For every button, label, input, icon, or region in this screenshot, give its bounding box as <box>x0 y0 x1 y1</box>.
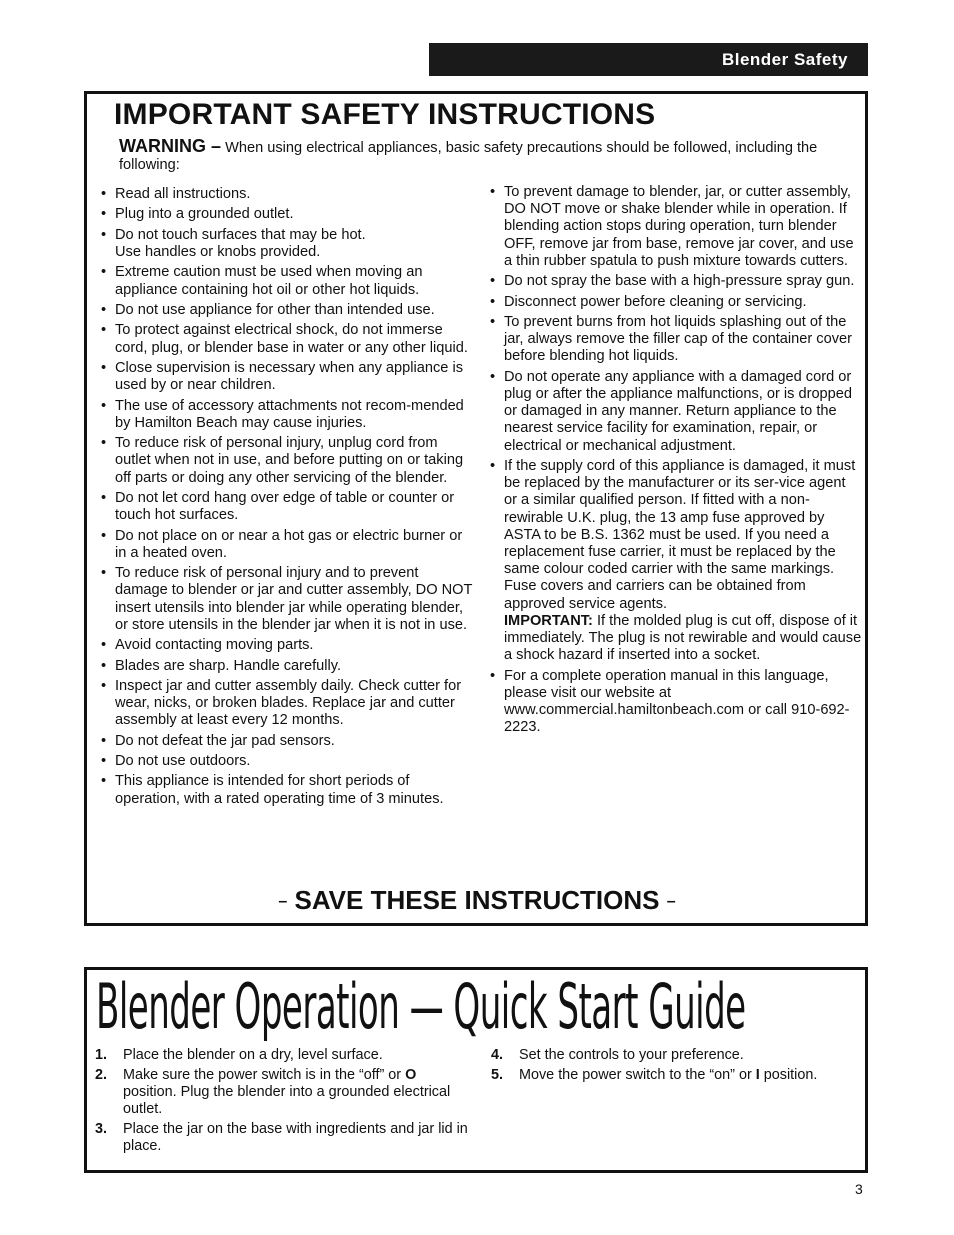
list-item: • The use of accessory attachments not recom-mended by Hamilton Beach may cause injuries. <box>101 398 473 432</box>
step-item: 2. Make sure the power switch is in the “off” or O position. Plug the blender into a grounded electrical outlet. <box>95 1067 451 1117</box>
warning-label: WARNING – <box>119 136 222 156</box>
step-text: Place the jar on the base with ingredients and jar lid in place. <box>123 1121 468 1154</box>
list-item: • Disconnect power before cleaning or servicing. <box>490 294 862 311</box>
step-item <box>95 1047 470 1064</box>
list-item: • Blades are sharp. Handle carefully. <box>101 658 473 675</box>
list-item: • Close supervision is necessary when any appliance is used by or near children. <box>101 360 473 394</box>
safety-list-left <box>101 186 473 811</box>
step-number: 4. <box>491 1047 504 1063</box>
list-item: • Do not use appliance for other than intended use. <box>101 302 473 319</box>
save-instructions-banner <box>0 885 954 916</box>
step-text: Set the controls to your preference. <box>519 1047 744 1063</box>
save-instructions-text: SAVE THESE INSTRUCTIONS <box>294 885 660 915</box>
safety-list-right <box>490 184 862 740</box>
list-item: • Inspect jar and cutter assembly daily. Check cutter for wear, nicks, or broken blades. Replace jar and cutter assembly at least every 12 months. <box>101 678 473 730</box>
list-item: • To prevent damage to blender, jar, or cutter assembly, DO NOT move or shake blender while in operation. If blending action stops during operation, turn blender OFF, remove jar from base, remove jar cover, and use a thin rubber spatula to push mixture towards cutters. <box>490 184 862 270</box>
step-number: 1. <box>95 1047 108 1063</box>
step-number: 5. <box>491 1067 504 1083</box>
list-item: • Do not let cord hang over edge of table or counter or touch hot surfaces. <box>101 490 473 524</box>
save-dash-right: – <box>666 893 676 911</box>
section-tab-label: Blender Safety <box>721 49 848 69</box>
list-item: • Avoid contacting moving parts. <box>101 637 473 654</box>
list-item: • If the supply cord of this appliance is damaged, it must be replaced by the manufacturer or its ser-vice agent or a similar qualified person. If fitted with a non-rewirable U.K. plug, the 13 amp fuse approved by ASTA to be B.S. 1362 must be used. If you need a replacement fuse carrier, it must be replaced by the same colour coded carrier with the same markings. Fuse covers and carriers can be obtained from approved service agents. IMPORTANT: If the molded plug is cut off, dispose of it immediately. The plug is not rewirable and would cause a shock hazard if inserted into a socket. <box>490 458 862 664</box>
list-item: • To reduce risk of personal injury, unplug cord from outlet when not in use, and before putting on or taking off parts or doing any other servicing of the blender. <box>101 435 473 487</box>
list-item: • Read all instructions. <box>101 186 473 203</box>
important-text: If the molded plug is cut off, dispose of it immediately. The plug is not rewirable and would cause a shock hazard if inserted into a socket. <box>504 612 862 664</box>
warning-text: When using electrical appliances, basic safety precautions should be followed, including the following: <box>119 140 818 173</box>
steps-right <box>491 1047 861 1087</box>
steps-left <box>95 1047 470 1158</box>
list-item: • Plug into a grounded outlet. <box>101 206 473 223</box>
save-dash-left: – <box>278 893 288 911</box>
step-item <box>95 1121 470 1155</box>
list-item: • To protect against electrical shock, do not immerse cord, plug, or blender base in water or any other liquid. <box>101 322 473 356</box>
list-item: • This appliance is intended for short periods of operation, with a rated operating time of 3 minutes. <box>101 773 473 807</box>
list-item: • Do not place on or near a hot gas or electric burner or in a heated oven. <box>101 528 473 562</box>
list-item: • To reduce risk of personal injury and to prevent damage to blender or jar and cutter assembly, DO NOT insert utensils into blender jar while operating blender, or store utensils in the blender jar when it is not in use. <box>101 565 473 634</box>
list-item: • Do not operate any appliance with a damaged cord or plug or after the appliance malfunctions, or is dropped or damaged in any manner. Return appliance to the nearest service facility for examination, repair, or electrical or mechanical adjustment. <box>490 369 862 455</box>
warning-paragraph <box>119 138 859 174</box>
important-label: IMPORTANT: <box>504 612 593 629</box>
step-item: 5. Move the power switch to the “on” or I position. <box>491 1067 818 1083</box>
step-number: 3. <box>95 1121 108 1137</box>
list-item: • Do not use outdoors. <box>101 753 473 770</box>
list-item: • Extreme caution must be used when moving an appliance containing hot oil or other hot liquids. <box>101 264 473 298</box>
list-item: • Do not touch surfaces that may be hot. Use handles or knobs provided. <box>101 227 473 261</box>
step-item <box>491 1047 861 1064</box>
section-tab <box>429 43 868 76</box>
safety-title: IMPORTANT SAFETY INSTRUCTIONS <box>114 98 656 131</box>
list-item: • Do not spray the base with a high-pressure spray gun. <box>490 273 862 290</box>
step-number: 2. <box>95 1067 108 1083</box>
step-text: Place the blender on a dry, level surface. <box>123 1047 383 1063</box>
quick-start-title: Blender Operation — Quick Start Guide <box>96 970 746 1043</box>
list-item: • For a complete operation manual in this language, please visit our website at www.commercial.hamiltonbeach.com or call 910-692-2223. <box>490 668 862 737</box>
list-item: • To prevent burns from hot liquids splashing out of the jar, always remove the filler cap of the container cover before blending hot liquids. <box>490 314 862 366</box>
page-number: 3 <box>855 1181 863 1197</box>
list-item: • Do not defeat the jar pad sensors. <box>101 733 473 750</box>
